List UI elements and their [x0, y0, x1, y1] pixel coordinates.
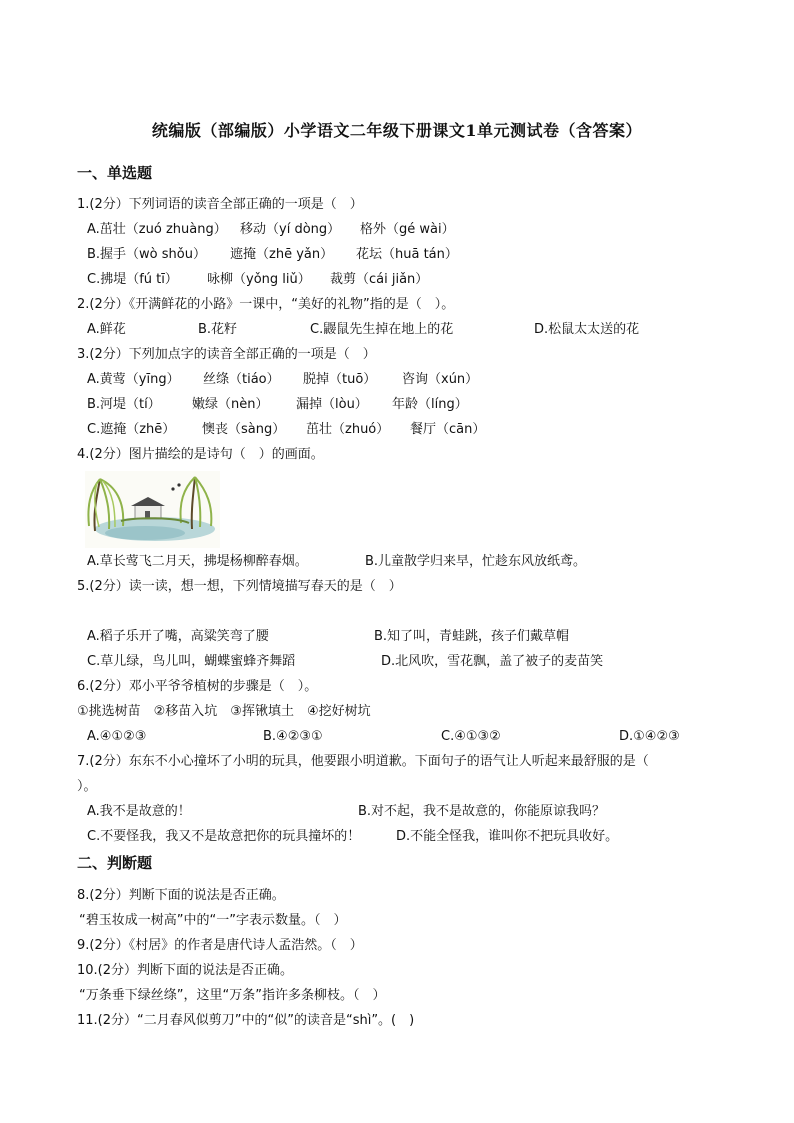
- q4-option-a: A.草长莺飞二月天，拂堤杨柳醉春烟。: [87, 554, 308, 569]
- q5-option-a: A.稻子乐开了嘴，高粱笑弯了腰: [87, 629, 269, 644]
- q4-option-b: B.儿童散学归来早，忙趁东风放纸鸢。: [365, 554, 587, 569]
- q2-option-c: C.鼹鼠先生掉在地上的花: [310, 322, 454, 337]
- question-10-body: “万条垂下绿丝绦”，这里“万条”指许多条柳枝。（ ）: [79, 988, 386, 1003]
- q3-option-b-2: 嫩绿（nèn）: [192, 397, 269, 412]
- question-3-stem: 3.(2分）下列加点字的读音全部正确的一项是（ ）: [77, 347, 376, 362]
- q3-option-c-3: 茁壮（zhuó）: [306, 422, 390, 437]
- question-2-stem: 2.(2分）《开满鲜花的小路》一课中，“美好的礼物”指的是（ ）。: [77, 297, 455, 312]
- q5-option-d: D.北风吹，雪花飘，盖了被子的麦苗笑: [381, 654, 604, 669]
- q1-option-b-3: 花坛（huā tán）: [356, 247, 458, 262]
- q3-option-a-1: A.黄莺（yīng）: [87, 372, 180, 387]
- question-11-stem: 11.(2分）“二月春风似剪刀”中的“似”的读音是“shì”。( ): [77, 1013, 415, 1028]
- q6-option-a: A.④①②③: [87, 729, 147, 744]
- question-10-stem: 10.(2分）判断下面的说法是否正确。: [77, 963, 294, 978]
- q1-option-b-1: B.握手（wò shǒu）: [87, 247, 206, 262]
- question-7-stem-end: ）。: [77, 779, 97, 794]
- q1-option-c-3: 裁剪（cái jiǎn）: [330, 272, 429, 287]
- section-heading-single-choice: 一、单选题: [77, 164, 153, 182]
- q2-option-a: A.鲜花: [87, 322, 126, 337]
- q1-option-c-2: 咏柳（yǒng liǔ）: [207, 272, 311, 287]
- q6-steps: ①挑选树苗 ②移苗入坑 ③挥锹填土 ④挖好树坑: [77, 704, 371, 719]
- q7-option-b: B.对不起，我不是故意的，你能原谅我吗？: [358, 804, 606, 819]
- willow-lake-painting: [85, 471, 220, 548]
- q2-option-b: B.花籽: [198, 322, 238, 337]
- q1-option-a-2: 移动（yí dòng）: [240, 222, 341, 237]
- question-9-stem: 9.(2分）《村居》的作者是唐代诗人孟浩然。（ ）: [77, 938, 363, 953]
- q3-option-b-3: 漏掉（lòu）: [296, 397, 368, 412]
- question-7-stem: 7.(2分）东东不小心撞坏了小明的玩具，他要跟小明道歉。下面句子的语气让人听起来最舒服的是（: [77, 754, 649, 769]
- q3-option-c-1: C.遮掩（zhē）: [87, 422, 176, 437]
- q7-option-c: C.不要怪我，我又不是故意把你的玩具撞坏的！: [87, 829, 361, 844]
- q3-option-a-4: 咨询（xún）: [402, 372, 479, 387]
- q1-option-a-3: 格外（gé wài）: [360, 222, 455, 237]
- q1-option-c-1: C.拂堤（fú tī）: [87, 272, 178, 287]
- q3-option-a-2: 丝绦（tiáo）: [203, 372, 280, 387]
- q3-option-b-4: 年龄（líng）: [392, 397, 468, 412]
- q5-option-c: C.草儿绿，鸟儿叫，蝴蝶蜜蜂齐舞蹈: [87, 654, 296, 669]
- q3-option-c-4: 餐厅（cān）: [410, 422, 486, 437]
- question-6-stem: 6.(2分）邓小平爷爷植树的步骤是（ ）。: [77, 679, 318, 694]
- q7-option-d: D.不能全怪我，谁叫你不把玩具收好。: [396, 829, 619, 844]
- question-8-body: “碧玉妆成一树高”中的“一”字表示数量。（ ）: [79, 913, 347, 928]
- question-5-stem: 5.(2分）读一读，想一想，下列情境描写春天的是（ ）: [77, 579, 402, 594]
- question-1-stem: 1.(2分）下列词语的读音全部正确的一项是（ ）: [77, 197, 363, 212]
- q1-option-a-1: A.茁壮（zuó zhuàng）: [87, 222, 227, 237]
- q3-option-b-1: B.河堤（tí）: [87, 397, 161, 412]
- question-8-stem: 8.(2分）判断下面的说法是否正确。: [77, 888, 285, 903]
- question-4-stem: 4.(2分）图片描绘的是诗句（ ）的画面。: [77, 447, 324, 462]
- page-title: 统编版（部编版）小学语文二年级下册课文1单元测试卷（含答案）: [151, 121, 643, 140]
- q6-option-c: C.④①③②: [441, 729, 501, 744]
- q6-option-b: B.④②③①: [263, 729, 323, 744]
- q5-option-b: B.知了叫，青蛙跳，孩子们戴草帽: [374, 629, 570, 644]
- q3-option-c-2: 懊丧（sàng）: [202, 422, 286, 437]
- q2-option-d: D.松鼠太太送的花: [534, 322, 640, 337]
- q1-option-b-2: 遮掩（zhē yǎn）: [230, 247, 334, 262]
- q6-option-d: D.①④②③: [619, 729, 680, 744]
- section-heading-true-false: 二、判断题: [77, 854, 153, 872]
- q7-option-a: A.我不是故意的！: [87, 804, 191, 819]
- q3-option-a-3: 脱掉（tuō）: [303, 372, 377, 387]
